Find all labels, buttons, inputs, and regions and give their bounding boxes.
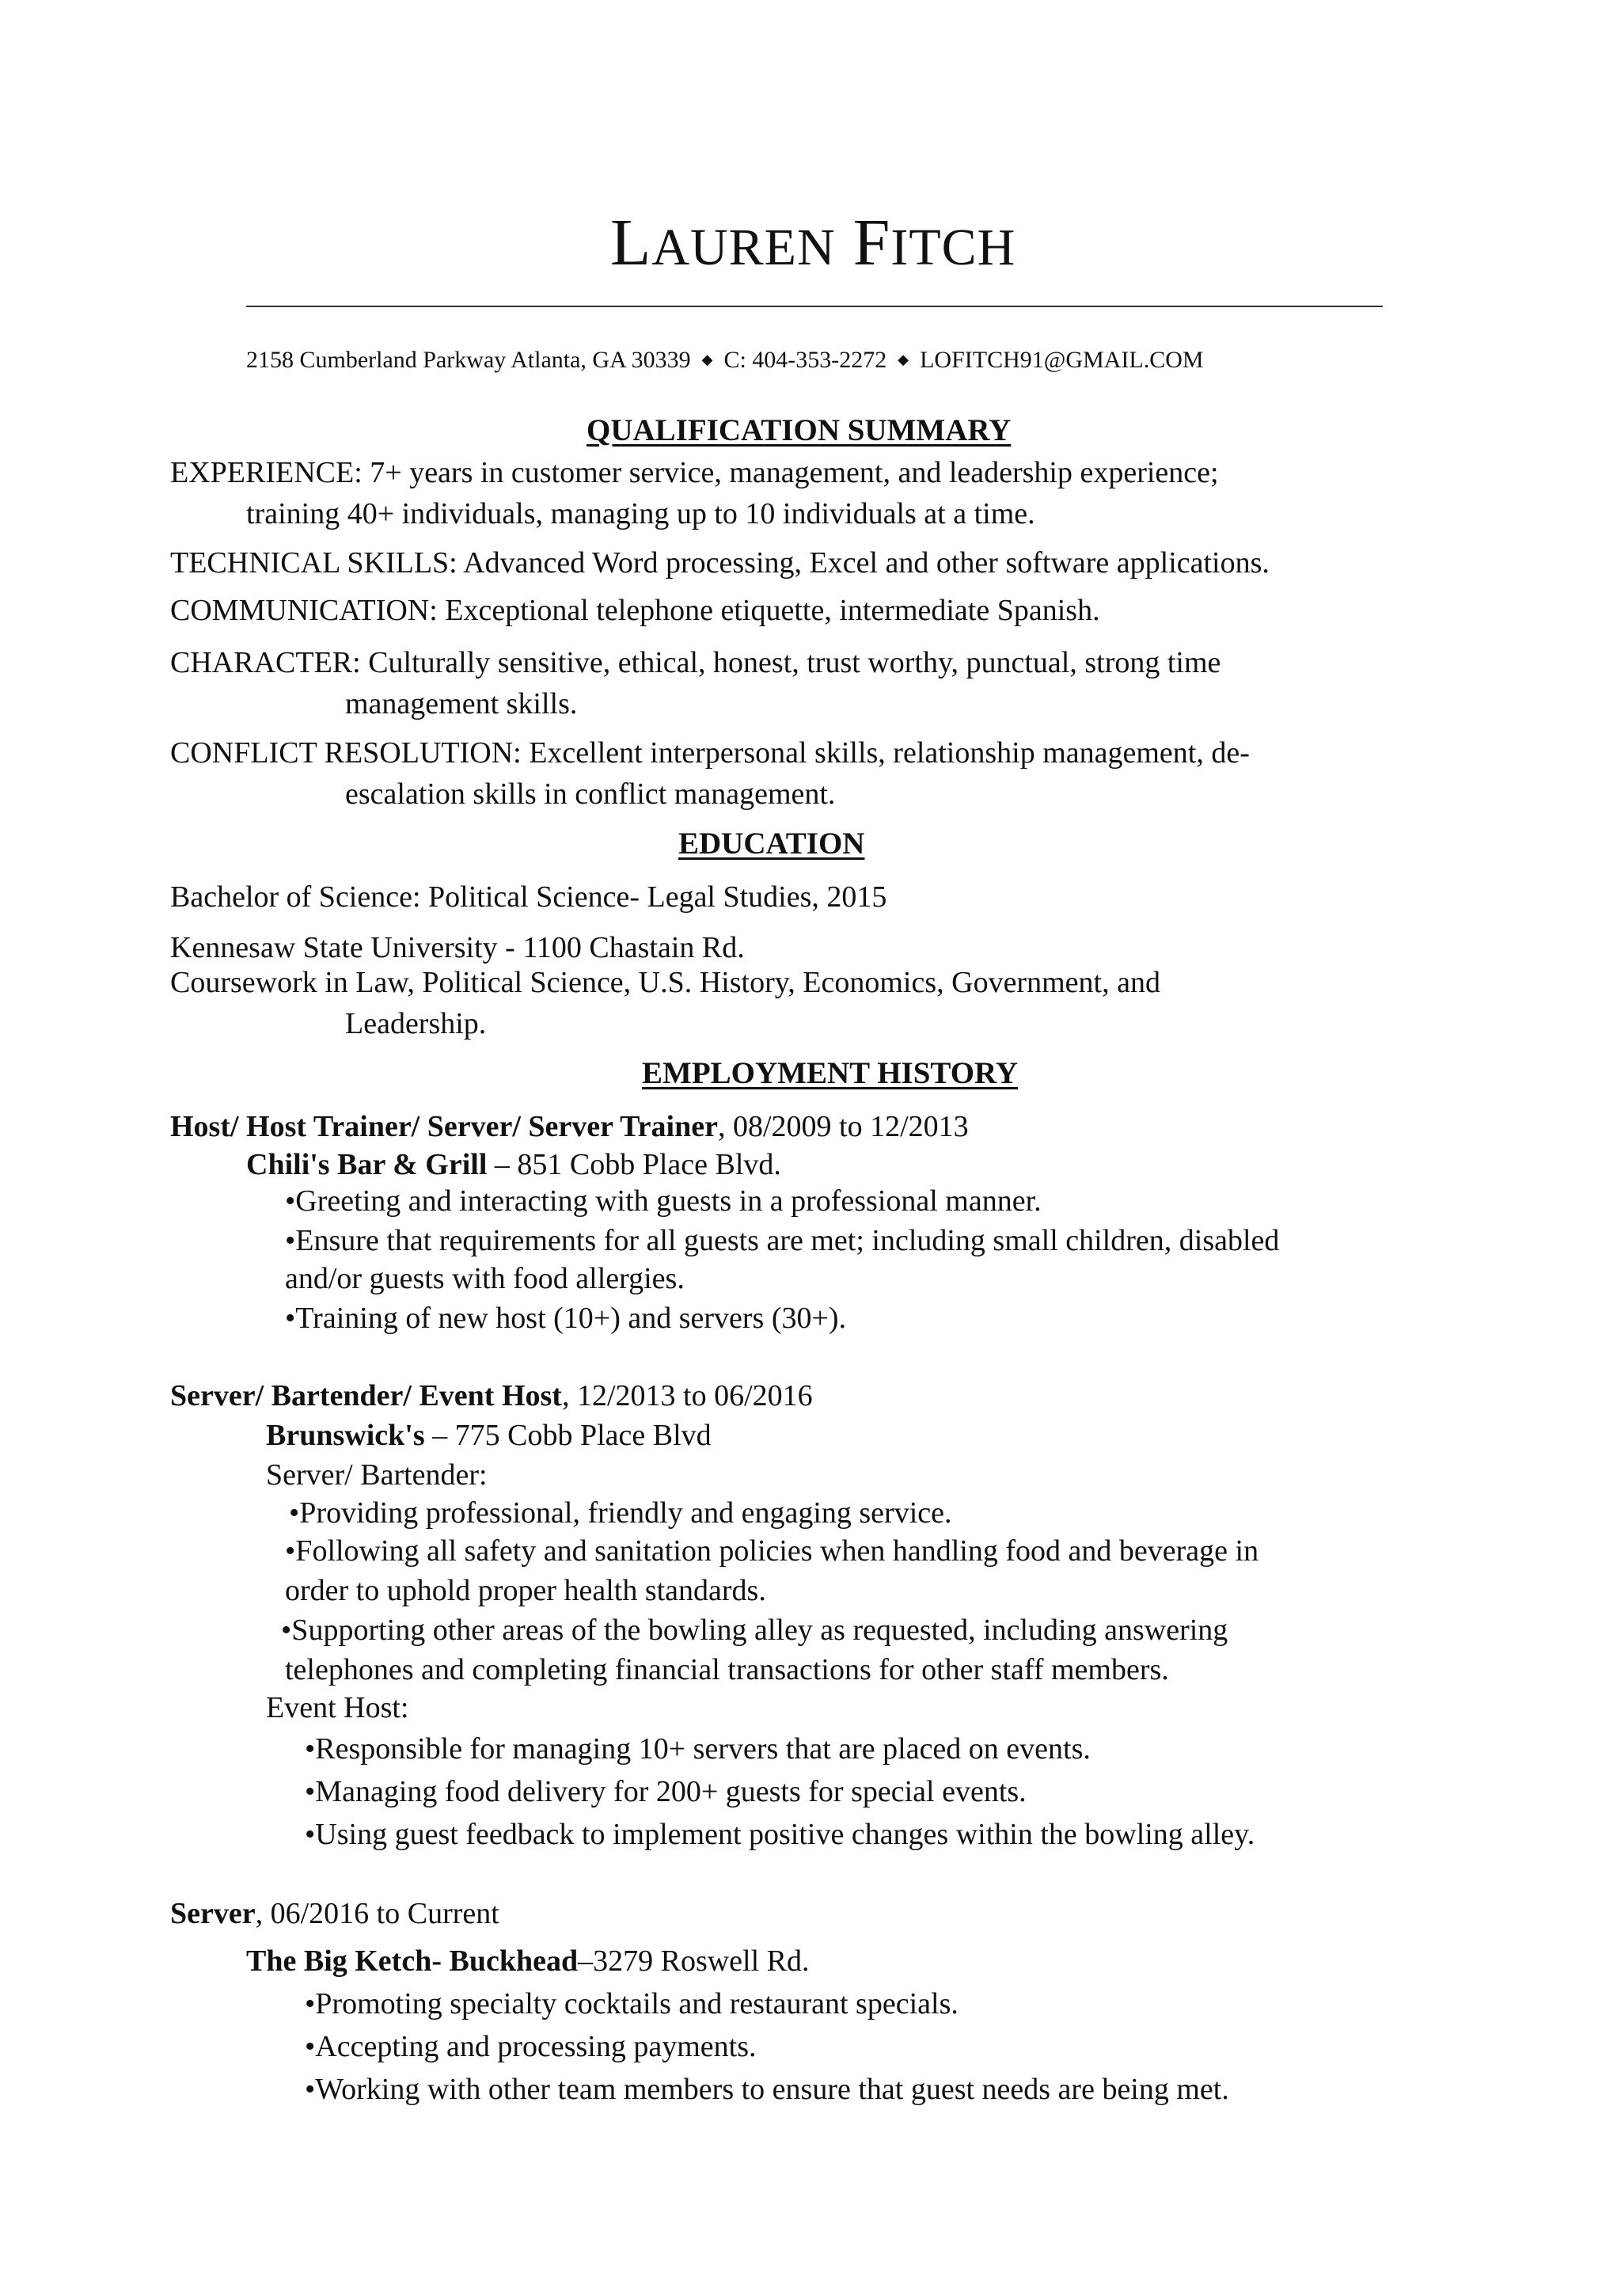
job-1-title: Host/ Host Trainer/ Server/ Server Trainer	[170, 1110, 718, 1143]
job-2-title: Server/ Bartender/ Event Host	[170, 1379, 562, 1412]
employment-heading: EMPLOYMENT HISTORY	[642, 1056, 1019, 1090]
job-1-bullet-1: •Greeting and interacting with guests in a professional manner.	[285, 1184, 1042, 1218]
job-2-address: – 775 Cobb Place Blvd	[424, 1419, 712, 1452]
coursework-line-2: Leadership.	[345, 1007, 487, 1040]
name-divider	[246, 306, 1383, 307]
job-2-bullet-3-cont: telephones and completing financial transactions for other staff members.	[285, 1653, 1169, 1686]
job-1-bullet-2: •Ensure that requirements for all guests are met; including small children, disabled	[285, 1224, 1280, 1257]
job-1-title-line	[170, 1112, 969, 1142]
phone: C: 404-353-2272	[723, 347, 887, 373]
job-3-employer: The Big Ketch- Buckhead	[246, 1944, 579, 1978]
job-1-employer-line	[246, 1150, 781, 1180]
job-2-bullet-6: •Using guest feedback to implement positive changes within the bowling alley.	[305, 1818, 1255, 1851]
school: Kennesaw State University - 1100 Chastain Rd.	[170, 931, 745, 964]
job-2-bullet-4: •Responsible for managing 10+ servers that are placed on events.	[305, 1732, 1091, 1766]
character-line-1: CHARACTER: Culturally sensitive, ethical, honest, trust worthy, punctual, strong time	[170, 646, 1221, 679]
character-line-2: management skills.	[345, 687, 578, 720]
communication: COMMUNICATION: Exceptional telephone etiquette, intermediate Spanish.	[170, 594, 1100, 627]
job-2-dates: , 12/2013 to 06/2016	[561, 1379, 813, 1412]
job-3-bullet-2: •Accepting and processing payments.	[305, 2030, 757, 2063]
job-3-title-line	[170, 1899, 499, 1929]
address: 2158 Cumberland Parkway Atlanta, GA 30339	[246, 347, 691, 373]
job-2-bullet-3: •Supporting other areas of the bowling alley as requested, including answering	[281, 1614, 1228, 1647]
job-3-address: –3279 Roswell Rd.	[578, 1944, 810, 1978]
education-heading: EDUCATION	[678, 827, 865, 861]
job-2-role-1: Server/ Bartender:	[266, 1458, 488, 1492]
experience-line-2: training 40+ individuals, managing up to 10 individuals at a time.	[246, 497, 1035, 530]
coursework-line-1: Coursework in Law, Political Science, U.S. History, Economics, Government, and	[170, 966, 1160, 999]
job-2-role-2: Event Host:	[266, 1691, 409, 1724]
job-1-address: – 851 Cobb Place Blvd.	[487, 1148, 781, 1181]
job-2-employer-line	[266, 1420, 712, 1450]
job-1-bullet-3: •Training of new host (10+) and servers (30+).	[285, 1302, 847, 1335]
diamond-separator-icon: ◆	[701, 352, 713, 367]
job-2-employer: Brunswick's	[266, 1419, 425, 1452]
job-2-title-line	[170, 1381, 813, 1411]
conflict-line-1: CONFLICT RESOLUTION: Excellent interpersonal skills, relationship management, de-	[170, 736, 1250, 770]
contact-line	[246, 348, 1204, 372]
email: LOFITCH91@GMAIL.COM	[920, 347, 1204, 373]
job-3-dates: , 06/2016 to Current	[255, 1897, 499, 1930]
job-1-bullet-2-cont: and/or guests with food allergies.	[285, 1262, 685, 1295]
technical-skills: TECHNICAL SKILLS: Advanced Word processing, Excel and other software applications.	[170, 546, 1270, 580]
resume-name: LAUREN FITCH	[610, 206, 1016, 279]
job-2-bullet-2: •Following all safety and sanitation policies when handling food and beverage in	[285, 1534, 1259, 1568]
diamond-separator-icon: ◆	[898, 352, 909, 367]
job-2-bullet-2-cont: order to uphold proper health standards.	[285, 1574, 766, 1607]
job-3-bullet-1: •Promoting specialty cocktails and restaurant specials.	[305, 1987, 959, 2020]
job-3-title: Server	[170, 1897, 256, 1930]
job-3-employer-line	[246, 1946, 810, 1976]
job-1-employer: Chili's Bar & Grill	[246, 1148, 488, 1181]
job-3-bullet-3: •Working with other team members to ensure that guest needs are being met.	[305, 2073, 1229, 2106]
experience-line-1: EXPERIENCE: 7+ years in customer service, management, and leadership experience;	[170, 456, 1219, 489]
degree: Bachelor of Science: Political Science- Legal Studies, 2015	[170, 880, 887, 914]
conflict-line-2: escalation skills in conflict management.	[345, 777, 836, 811]
qualification-heading: QUALIFICATION SUMMARY	[587, 413, 1012, 447]
job-2-bullet-5: •Managing food delivery for 200+ guests for special events.	[305, 1775, 1027, 1808]
job-2-bullet-1: •Providing professional, friendly and engaging service.	[289, 1496, 952, 1530]
job-1-dates: , 08/2009 to 12/2013	[717, 1110, 969, 1143]
